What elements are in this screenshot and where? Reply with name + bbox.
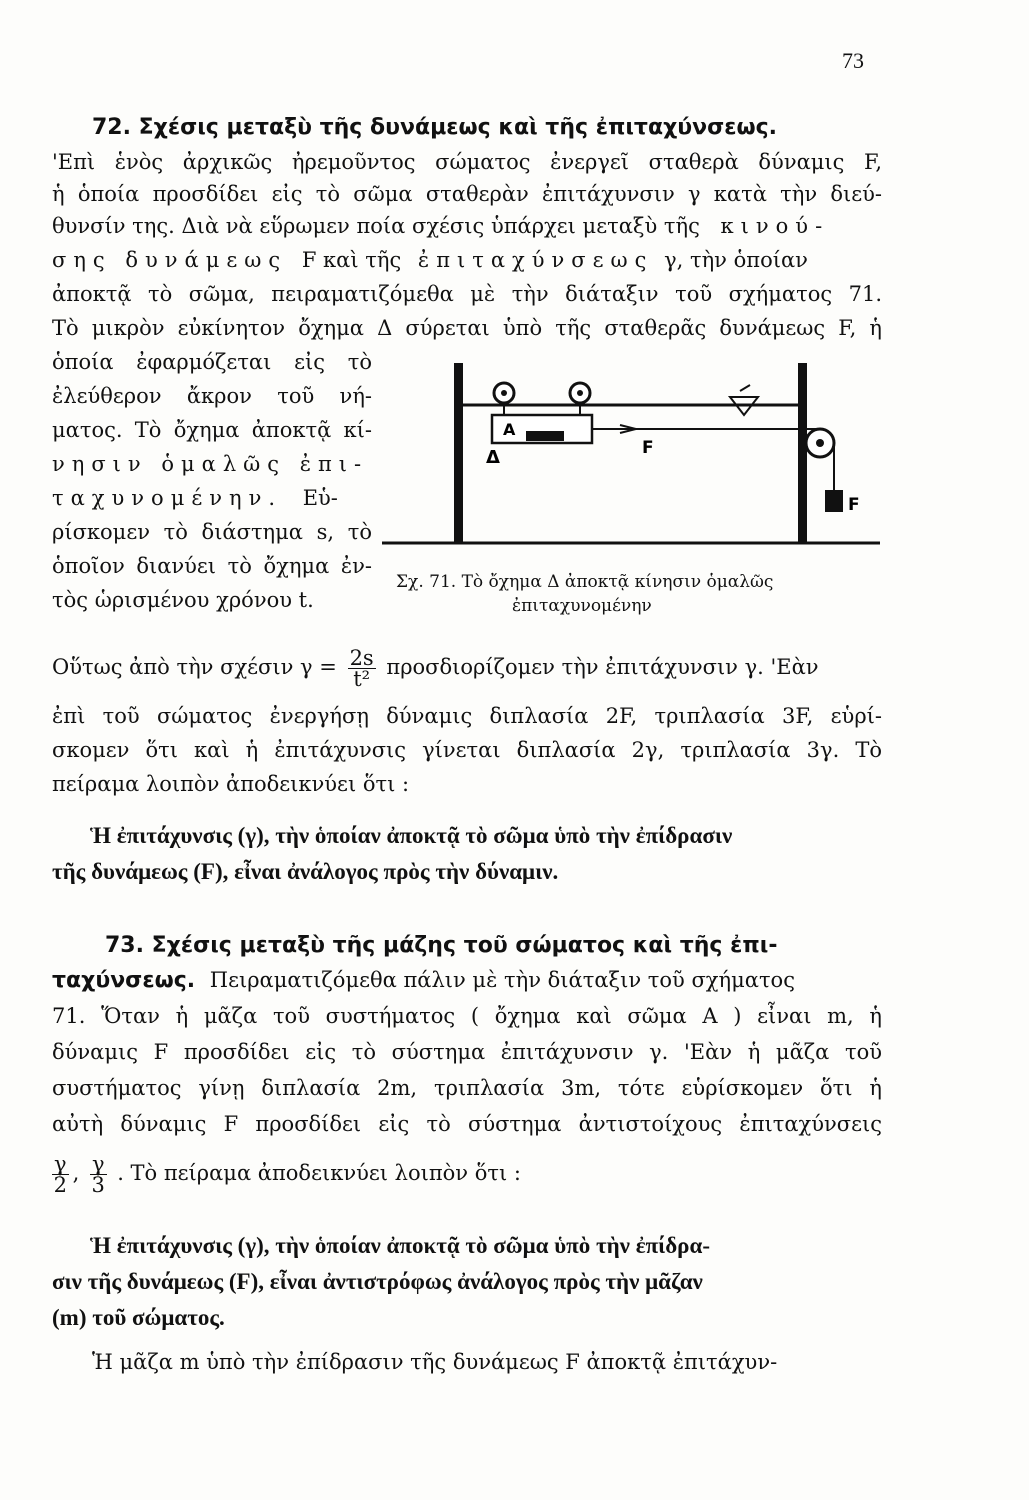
narrow-line: τὸς ὡρισμένου χρόνου t. [52,588,314,612]
left-post [454,363,463,543]
narrow-line [52,482,372,514]
text-span: γ, τὴν ὁποίαν [664,248,808,272]
label-f-weight: F [848,495,860,515]
wheel-left-hub [501,390,507,396]
figure-caption-line2: ἐπιταχυνομένην [512,596,652,616]
narrow-line: ἐλεύθερον ἄκρον τοῦ νή- [52,384,372,408]
label-a: A [503,420,516,439]
narrow-spaced-line: νησιν ὁμαλῶς ἐπι- [52,452,369,476]
narrow-line: ὁποῖον διανύει τὸ ὄχημα ἐν- [52,554,372,578]
section-73-heading-cont: ταχύνσεως. [52,968,196,993]
fraction-numerator: γ [54,1152,67,1176]
paragraph-line: ἐπὶ τοῦ σώματος ἐνεργήσῃ δύναμις διπλασία 2F, τριπλασία 3F, εὑρί- [52,704,882,728]
body-a [526,431,564,441]
paragraph-line [52,964,882,997]
text-span: θυνσίν της. Διὰ νὰ εὕρωμεν ποία σχέσις ὑπάρχει μεταξὺ τῆς [52,214,700,238]
narrow-line: ὁποία ἐφαρμόζεται εἰς τὸ [52,350,372,374]
section-73-heading: 73. Σχέσις μεταξὺ τῆς μάζης τοῦ σώματος καὶ τῆς ἐπι- [105,933,778,958]
text-span: Πειραματιζόμεθα πάλιν μὲ τὴν διάταξιν τοῦ σχήματος [209,968,795,992]
weight-f [825,490,843,512]
fraction-denominator: t² [353,667,371,691]
spaced-text: ταχυνομένην. [52,486,283,510]
paragraph-line [52,210,882,242]
wheel-right-hub [577,390,583,396]
law-72-line2: τῆς δυνάμεως (F), εἶναι ἀνάλογος πρὸς τὴν δύναμιν. [52,859,559,884]
paragraph-line: ἡ ὁποία προσδίδει εἰς τὸ σῶμα σταθερὰν ἐπιτάχυνσιν γ κατὰ τὴν διεύ- [52,182,882,206]
fraction-gamma-over-2 [52,1154,69,1195]
text-span: F καὶ τῆς [301,248,402,272]
text-span: προσδιορίζομεν τὴν ἐπιτάχυνσιν γ. 'Εὰν [386,655,819,679]
fraction-numerator: γ [91,1152,105,1176]
paragraph-line: συστήματος γίνῃ διπλασία 2m, τριπλασία 3m, τότε εὑρίσκομεν ὅτι ἡ [52,1076,882,1100]
law-73-line1: Ἡ ἐπιτάχυνσις (γ), τὴν ὁποίαν ἀποκτᾷ τὸ σῶμα ὑπὸ τὴν ἐπίδρα- [90,1233,710,1258]
spaced-text: σης δυνάμεως [52,248,288,272]
fraction-numerator: 2s [349,646,374,670]
paragraph-line: πείραμα λοιπὸν ἀποδεικνύει ὅτι : [52,772,410,796]
section-72-heading: 72. Σχέσις μεταξὺ τῆς δυνάμεως καὶ τῆς ἐπιταχύνσεως. [92,115,778,140]
right-post [798,363,807,543]
narrow-line: ματος. Τὸ ὄχημα ἀποκτᾷ κί- [52,418,372,442]
formula-line [52,642,882,692]
paragraph-line: Ἡ μᾶζα m ὑπὸ τὴν ἐπίδρασιν τῆς δυνάμεως F ἀποκτᾷ ἐπιτάχυν- [92,1350,778,1374]
comma: , [72,1161,80,1185]
pulley-stand-top [740,385,750,391]
fraction-gamma-over-3 [90,1154,107,1195]
paragraph-line: αὐτὴ δύναμις F προσδίδει εἰς τὸ σύστημα ἀντιστοίχους ἐπιταχύνσεις [52,1112,882,1136]
figure-71-apparatus [380,355,900,555]
label-f-arrow: F [642,438,654,458]
fraction-2s-over-t2 [348,648,376,689]
fraction-denominator: 3 [91,1173,105,1197]
law-73-line2: σιν τῆς δυνάμεως (F), εἶναι ἀντιστρόφως ἀνάλογος πρὸς τὴν μᾶζαν [52,1269,703,1294]
pulley-hub [816,439,824,447]
spaced-text: ἐπιταχύνσεως [417,248,654,272]
fraction-denominator: 2 [53,1173,67,1197]
text-span: Εὑ- [302,486,338,510]
spaced-text: κινού- [720,214,830,238]
fractions-line [52,1148,882,1198]
paragraph-line [52,244,882,276]
paragraph-line: 'Επὶ ἑνὸς ἀρχικῶς ἠρεμοῦντος σώματος ἐνεργεῖ σταθερὰ δύναμις F, [52,150,882,174]
text-span: . Τὸ πείραμα ἀποδεικνύει λοιπὸν ὅτι : [117,1161,521,1185]
figure-caption-line1: Σχ. 71. Τὸ ὄχημα Δ ἀποκτᾷ κίνησιν ὁμαλῶς [396,572,774,592]
page-number: 73 [842,48,864,73]
text-span: Οὕτως ἀπὸ τὴν σχέσιν γ = [52,655,337,679]
paragraph-line: δύναμις F προσδίδει εἰς τὸ σύστημα ἐπιτάχυνσιν γ. 'Εὰν ἡ μᾶζα τοῦ [52,1040,882,1064]
paragraph-line: σκομεν ὅτι καὶ ἡ ἐπιτάχυνσις γίνεται διπλασία 2γ, τριπλασία 3γ. Τὸ [52,738,882,762]
narrow-line: ρίσκομεν τὸ διάστημα s, τὸ [52,520,372,544]
paragraph-line: ἀποκτᾷ τὸ σῶμα, πειραματιζόμεθα μὲ τὴν διάταξιν τοῦ σχήματος 71. [52,282,882,306]
paragraph-line: 71. Ὅταν ἡ μᾶζα τοῦ συστήματος ( ὄχημα καὶ σῶμα A ) εἶναι m, ἡ [52,1004,882,1028]
law-72-line1: Ἡ ἐπιτάχυνσις (γ), τὴν ὁποίαν ἀποκτᾷ τὸ σῶμα ὑπὸ τὴν ἐπίδρασιν [90,823,733,848]
paragraph-line: Τὸ μικρὸν εὐκίνητον ὄχημα Δ σύρεται ὑπὸ τῆς σταθερᾶς δυνάμεως F, ἡ [52,316,882,340]
law-73-line3: (m) τοῦ σώματος. [52,1305,225,1330]
label-delta: Δ [486,447,500,468]
